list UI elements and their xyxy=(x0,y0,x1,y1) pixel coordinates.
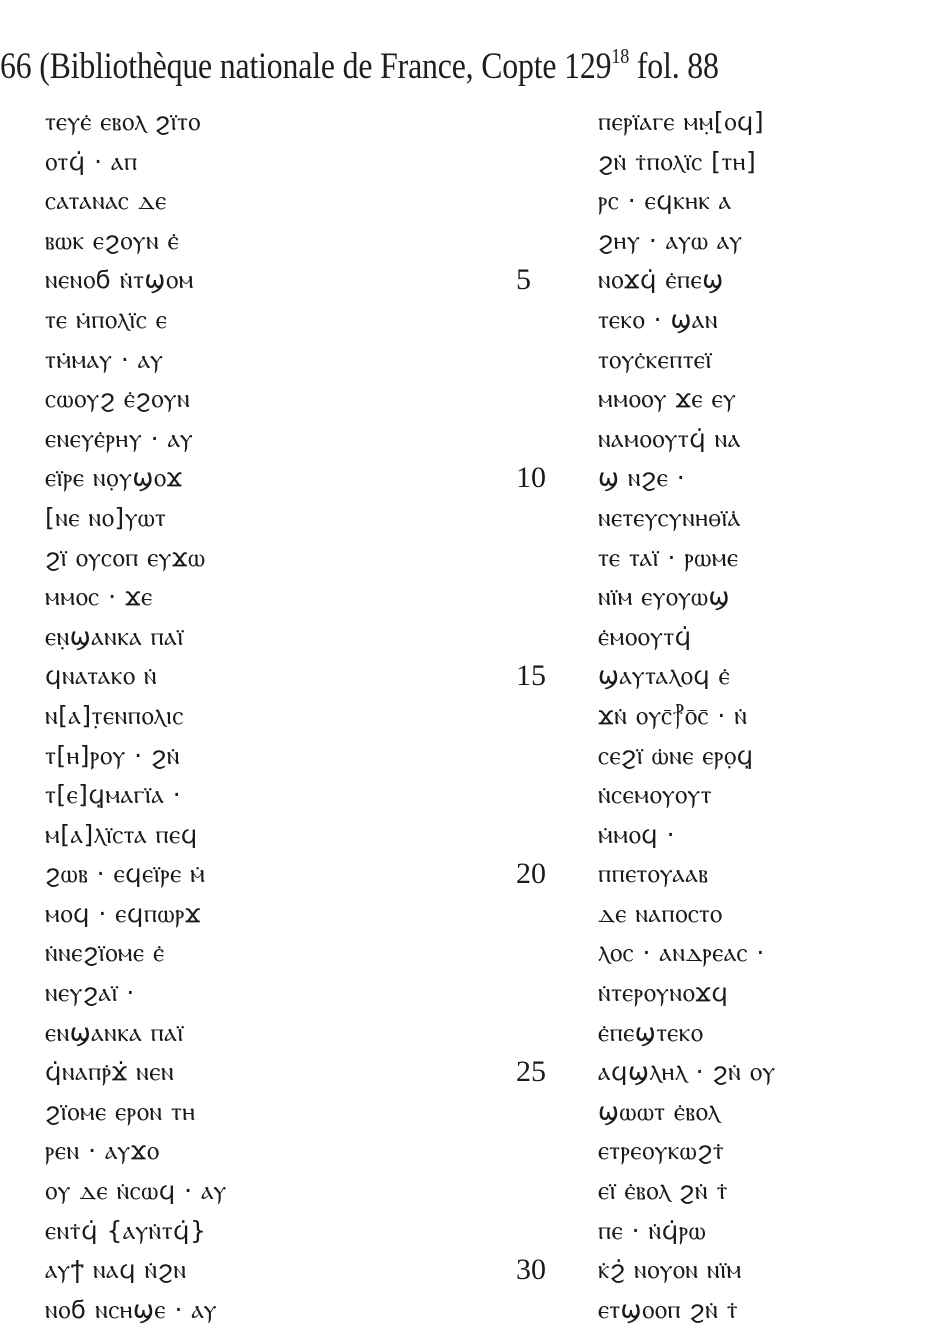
text-line: ⲧⲉⲕⲟ · ϣⲁⲛ xyxy=(598,304,719,334)
line-number xyxy=(516,1171,546,1211)
text-line: ϣⲁⲩⲧⲁⲗⲟϥ ⲉ̇ xyxy=(598,661,731,691)
text-line: ⲧⲟⲩⲥ̇ⲕⲉⲡⲧⲉⲓ̈ xyxy=(598,344,712,374)
text-line: ϣⲱⲱⲧ ⲉ̇ⲃⲟⲗ xyxy=(598,1096,721,1126)
text-line: ⲡⲉ · ⲛ̇ϥ̇ⲣⲱ xyxy=(598,1215,707,1245)
line-number: 5 xyxy=(516,263,531,297)
text-line: ϩⲏⲩ · ⲁⲩⲱ ⲁⲩ xyxy=(598,225,743,255)
coptic-text-right-column xyxy=(598,102,776,1329)
text-line: ⲛⲟϫϥ̇ ⲉ̇ⲡⲉϣ xyxy=(598,265,724,295)
text-line: ϫⲛ̇ ⲟⲩⲥ̄⳨ⲟ̄ⲥ̄ · ⲛ̇ xyxy=(598,700,748,730)
text-line: ⲡⲉⲣⲓ̈ⲁⲅⲉ ⲙⲙ̣[ⲟϥ] xyxy=(598,107,765,136)
text-line: ϩⲓ̈ⲟⲙⲉ ⲉⲣⲟⲛ ⲧⲏ xyxy=(45,1096,196,1126)
text-line: ⲇⲉ ⲛⲁⲡⲟⲥⲧⲟ xyxy=(598,898,723,928)
text-line: ⲉⲛⲉⲩⲉ̇ⲣⲏⲩ · ⲁⲩ xyxy=(45,423,194,453)
line-number xyxy=(516,696,546,736)
text-line: ⲛ̇ⲛⲉϩⲓ̈ⲟⲙⲉ ⲉ̇ xyxy=(45,938,165,968)
line-number: 30 xyxy=(516,1253,546,1287)
line-number xyxy=(516,538,546,578)
text-line: ⲧ[ⲏ]ⲣ̣ⲟⲩ · ϩⲛ̇ xyxy=(45,740,180,770)
line-number xyxy=(516,736,546,776)
text-line: ⲡⲡⲉⲧⲟⲩⲁⲁⲃ xyxy=(598,859,709,889)
text-line: ⲣⲥ · ⲉϥⲕⲏⲕ ⲁ xyxy=(598,186,732,216)
text-line: ⲧⲉⲩⲉ̇ ⲉⲃⲟⲗ ϩⲓ̈ⲧⲟ xyxy=(45,107,201,136)
text-line: ⲧⲉ ⲧⲁⲓ̈ · ⲣⲱⲙⲉ xyxy=(598,542,739,572)
line-number xyxy=(516,1131,546,1171)
text-line: ⲙⲙⲟⲥ · ϫⲉ xyxy=(45,582,153,612)
line-number xyxy=(516,1092,546,1132)
page-heading xyxy=(0,44,826,88)
line-number xyxy=(516,1013,546,1053)
line-number xyxy=(516,419,546,459)
line-number: 20 xyxy=(516,857,546,891)
text-line: [ⲛⲉ ⲛⲟ]ⲩⲱⲧ xyxy=(45,502,167,532)
text-line: ⲙⲙⲟⲟⲩ ϫⲉ ⲉⲩ xyxy=(598,384,737,414)
line-number xyxy=(516,617,546,657)
text-line: ⲕ̇ϩ̇ ⲛⲟⲩⲟⲛ ⲛⲓ̈ⲙ xyxy=(598,1255,742,1285)
line-number xyxy=(516,379,546,419)
text-line: ⲛ̇ⲧⲉⲣⲟⲩⲛⲟϫϥ xyxy=(598,978,729,1008)
text-line: ⲙ̇ⲙⲟϥ · xyxy=(598,819,676,849)
text-line: ⲥⲁⲧⲁⲛⲁⲥ ⲇⲉ xyxy=(45,186,167,216)
line-number xyxy=(516,142,546,182)
text-line: ϩⲓ̈ ⲟⲩⲥⲟⲡ ⲉⲩϫⲱ xyxy=(45,542,206,572)
text-line: ⲣⲉⲛ · ⲁⲩϫⲟ xyxy=(45,1136,160,1166)
text-line: ⲧⲉ ⲙ̇ⲡⲟⲗⲓ̈ⲥ ⲉ xyxy=(45,304,168,334)
text-line: ⲁⲩϯ ⲛⲁϥ ⲛ̇ϩⲛ xyxy=(45,1255,187,1285)
text-line: ⲛⲉⲩϩⲁⲓ̈ · xyxy=(45,978,135,1008)
line-number xyxy=(516,102,546,142)
line-number xyxy=(516,1290,546,1329)
line-number-gutter xyxy=(516,102,546,1329)
line-number xyxy=(516,221,546,261)
text-line: ⲥⲉϩⲓ̈ ⲱ̇ⲛⲉ ⲉⲣⲟ̣ϥ̣ xyxy=(598,740,754,770)
line-number xyxy=(516,300,546,340)
text-line: ⲃⲱⲕ ⲉϩⲟⲩⲛ ⲉ̇ xyxy=(45,225,180,255)
text-line: ⲉ̇ⲡⲉϣⲧⲉⲕⲟ xyxy=(598,1017,704,1047)
text-line: ϩⲛ̇ ⲧ̇ⲡⲟⲗⲓ̈ⲥ [ⲧⲏ] xyxy=(598,146,757,176)
line-number xyxy=(516,577,546,617)
line-number xyxy=(516,933,546,973)
text-line: ⲗⲟⲥ · ⲁⲛⲇⲣⲉⲁⲥ · xyxy=(598,938,765,968)
line-number xyxy=(516,775,546,815)
text-line: ⲉⲛⲧ̇ϥ̇ {ⲁⲩⲛ̇ⲧϥ̇} xyxy=(45,1215,207,1245)
text-line: ⲛⲉⲧⲉⲩⲥⲩⲛⲏⲑⲓ̈ⲁ̇ xyxy=(598,502,741,532)
text-line: ⲉⲧϣⲟⲟⲡ ϩⲛ̇ ⲧ̇ xyxy=(598,1294,739,1324)
text-line: ⲙ[ⲁ]ⲗⲓ̈ⲥⲧⲁ ⲡⲉϥ xyxy=(45,819,198,849)
coptic-text-left-column xyxy=(45,102,227,1329)
line-number xyxy=(516,894,546,934)
text-line: ⲛⲉⲛⲟϭ ⲛ̇ⲧϣⲟⲙ xyxy=(45,265,194,295)
text-line: ⲥⲱⲟⲩϩ ⲉ̇ϩⲟⲩⲛ xyxy=(45,384,191,414)
text-line: ϣ ⲛϩⲉ · xyxy=(598,463,686,493)
text-line: ⲙⲟϥ · ⲉϥⲡⲱⲣϫ xyxy=(45,898,201,928)
text-line: ⲛⲟϭ ⲛⲥⲏϣⲉ · ⲁⲩ xyxy=(45,1294,217,1324)
line-number xyxy=(516,1211,546,1251)
line-number: 25 xyxy=(516,1055,546,1089)
text-line: ⲉ̇ⲙⲟⲟⲩⲧϥ̇ xyxy=(598,621,692,651)
text-line: ⲛ̇ⲥⲉⲙⲟⲩⲟⲩⲧ xyxy=(598,780,712,810)
heading-folio: fol. 88 xyxy=(629,46,719,87)
line-number: 15 xyxy=(516,659,546,693)
line-number: 10 xyxy=(516,461,546,495)
text-line: ⲛⲁⲙⲟⲟⲩⲧϥ̇ ⲛⲁ xyxy=(598,423,741,453)
text-line: ⲉⲓ̈ⲣⲉ ⲛⲟ̣ⲩϣⲟϫ xyxy=(45,463,183,493)
text-line: ϥⲛⲁⲧⲁⲕⲟ ⲛ̇ xyxy=(45,661,158,691)
text-line: ⲟⲧϥ̇ · ⲁⲡ xyxy=(45,146,138,176)
text-line: ⲧⲙ̇ⲙⲁⲩ · ⲁⲩ xyxy=(45,344,164,374)
line-number xyxy=(516,973,546,1013)
text-line: ϩⲱⲃ · ⲉϥⲉⲓ̈ⲣⲉ ⲙ̇ xyxy=(45,859,206,889)
line-number xyxy=(516,498,546,538)
text-line: ⲧ[ⲉ]ϥ̣ⲙⲁⲅⲓ̈ⲁ · xyxy=(45,780,182,810)
text-line: ⲉⲛ̣ϣⲁⲛⲕⲁ ⲡⲁⲓ̈ xyxy=(45,621,184,651)
text-line: ⲛ[ⲁ]ⲧ̣ⲉⲛⲡⲟⲗⲓⲥ xyxy=(45,700,184,730)
text-line: ⲟⲩ ⲇⲉ ⲛ̇ⲥⲱϥ · ⲁⲩ xyxy=(45,1176,227,1206)
text-line: ⲉⲛϣⲁⲛⲕⲁ ⲡⲁⲓ̈ xyxy=(45,1017,184,1047)
line-number xyxy=(516,181,546,221)
text-line: ϥ̇ⲛⲁⲡⲣ̇ϫ̇ ⲛⲉⲛ xyxy=(45,1057,175,1087)
line-number xyxy=(516,815,546,855)
text-line: ⲁϥϣⲗⲏⲗ · ϩⲛ̇ ⲟⲩ xyxy=(598,1057,776,1087)
text-line: ⲉⲧⲣⲉⲟⲩⲕⲱϩⲧ̇ xyxy=(598,1136,725,1166)
heading-text: 66 (Bibliothèque nationale de France, Copte 129 xyxy=(0,46,612,87)
footnote-marker: 18 xyxy=(611,44,630,68)
text-line: ⲉⲓ̈ ⲉ̇ⲃⲟⲗ ϩⲛ̇ ⲧ̇ xyxy=(598,1176,728,1206)
text-line: ⲛⲓ̈ⲙ ⲉⲩⲟⲩⲱϣ xyxy=(598,582,730,612)
line-number xyxy=(516,340,546,380)
